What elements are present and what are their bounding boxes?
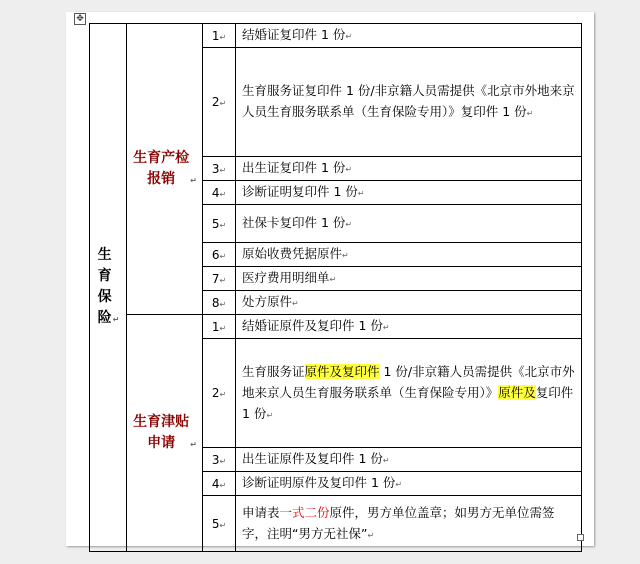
item-number: 2↵: [203, 339, 236, 448]
table-row: [90, 315, 582, 339]
red-emphasis-text: 一式二份: [279, 504, 330, 520]
item-number: 5↵: [203, 205, 236, 243]
item-text: 社保卡复印件 1 份↵: [236, 205, 582, 243]
table-move-handle-icon[interactable]: ✥: [74, 13, 86, 25]
item-text: 出生证复印件 1 份↵: [236, 157, 582, 181]
item-number: 2↵: [203, 48, 236, 157]
item-text: 诊断证明复印件 1 份↵: [236, 181, 582, 205]
item-text: 诊断证明原件及复印件 1 份↵: [236, 472, 582, 496]
highlighted-text: 原件及: [498, 384, 536, 400]
item-number: 5↵: [203, 496, 236, 552]
item-text: 生育服务证原件及复印件 1 份/非京籍人员需提供《北京市外地来京人员生育服务联系单（生育保险专用）》原件及复印件 1 份↵: [236, 339, 582, 448]
category-cell-prenatal: [127, 24, 203, 315]
item-number: 6↵: [203, 243, 236, 267]
item-text: 出生证原件及复印件 1 份↵: [236, 448, 582, 472]
category-label-allowance: 生育津贴申请: [133, 413, 190, 451]
category-label-prenatal: 生育产检报销: [133, 149, 190, 187]
paragraph-mark-icon: ↵: [112, 315, 120, 324]
item-text: 结婚证原件及复印件 1 份↵: [236, 315, 582, 339]
item-number: 4↵: [203, 472, 236, 496]
item-number: 3↵: [203, 448, 236, 472]
item-number: 1↵: [203, 24, 236, 48]
item-text: 申请表一式二份原件，男方单位盖章；如男方无单位需签字，注明“男方无社保”↵: [236, 496, 582, 552]
paragraph-mark-icon: ↵: [190, 439, 197, 449]
item-text: 医疗费用明细单↵: [236, 267, 582, 291]
item-number: 8↵: [203, 291, 236, 315]
insurance-documents-table: [89, 23, 582, 552]
insurance-type-label: 生育保险: [97, 247, 112, 326]
item-text: 结婚证复印件 1 份↵: [236, 24, 582, 48]
item-number: 3↵: [203, 157, 236, 181]
insurance-type-cell: [90, 24, 127, 552]
item-number: 7↵: [203, 267, 236, 291]
item-number: 4↵: [203, 181, 236, 205]
table-resize-handle[interactable]: [577, 534, 584, 541]
table-row: [90, 24, 582, 48]
item-text: 生育服务证复印件 1 份/非京籍人员需提供《北京市外地来京人员生育服务联系单（生育保险专用）》复印件 1 份↵: [236, 48, 582, 157]
paragraph-mark-icon: ↵: [190, 175, 197, 185]
item-text: 处方原件↵: [236, 291, 582, 315]
item-number: 1↵: [203, 315, 236, 339]
category-cell-allowance: [127, 315, 203, 552]
highlighted-text: 原件及复印件: [304, 363, 380, 379]
item-text: 原始收费凭据原件↵: [236, 243, 582, 267]
